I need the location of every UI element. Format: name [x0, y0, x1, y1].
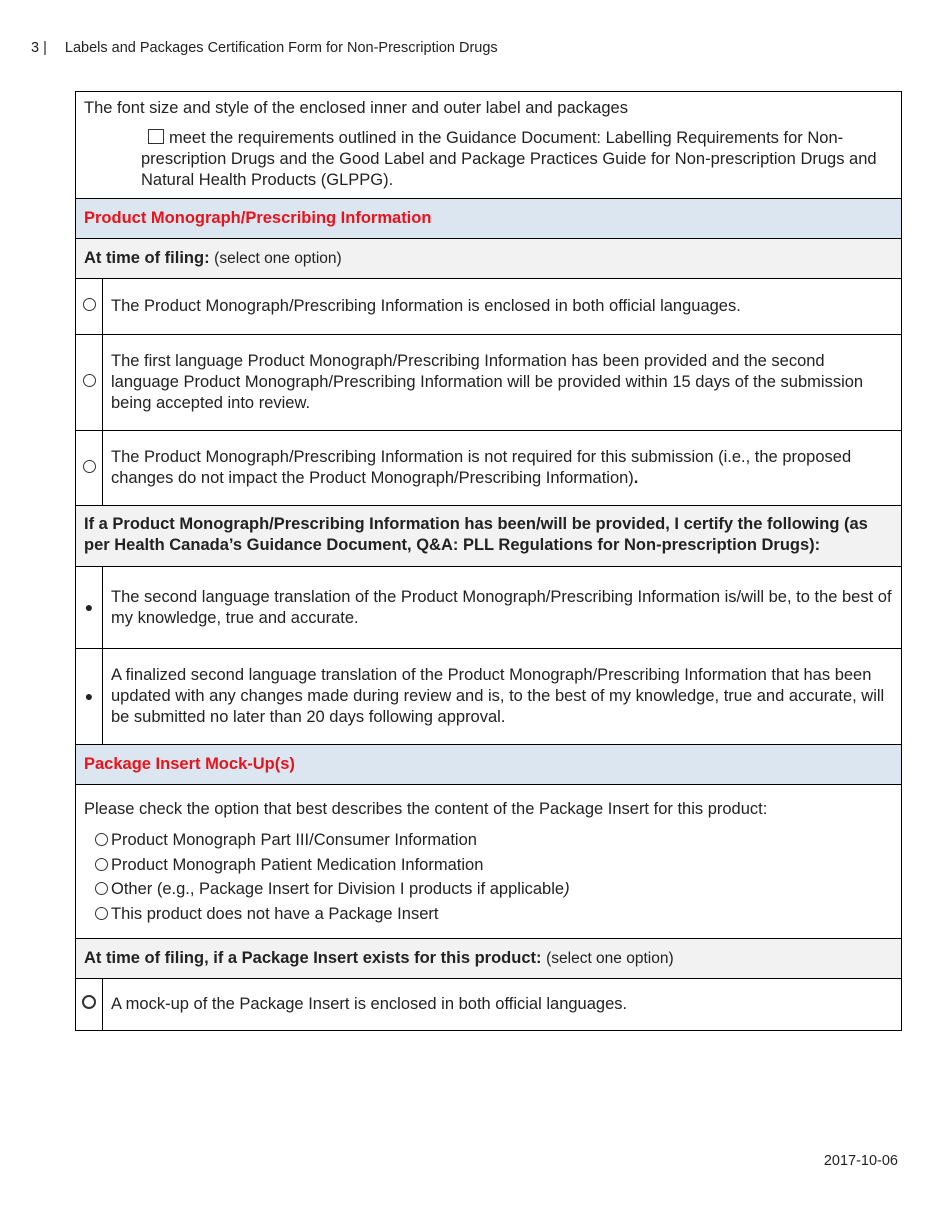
- choice-other-radio[interactable]: [95, 882, 108, 895]
- monograph-option-3-radio[interactable]: [83, 460, 96, 473]
- font-requirements-cell: [76, 92, 902, 199]
- page-header: [31, 40, 498, 56]
- package-insert-choice: [95, 828, 893, 853]
- monograph-option-marker-cell: [76, 279, 103, 335]
- monograph-option-row: [76, 279, 902, 335]
- bullet-cell: [76, 649, 103, 745]
- package-insert-filing-note: (select one option): [546, 950, 674, 967]
- package-insert-choice-list: [84, 828, 893, 926]
- certification-1-text: The second language translation of the Product Monograph/Prescribing Information is/will be, to the best of my knowledge, true and accurate.: [103, 567, 902, 649]
- certification-row: [76, 649, 902, 745]
- bullet-icon: ●: [84, 688, 94, 704]
- choice-consumer-info-radio[interactable]: [95, 833, 108, 846]
- certify-heading-row: [76, 506, 902, 567]
- choice-consumer-info-label: Product Monograph Part III/Consumer Information: [111, 831, 477, 849]
- font-checkbox-option: [84, 128, 893, 191]
- certification-2-text: A finalized second language translation of the Product Monograph/Prescribing Information that has been updated with any changes made during review and is, to the best of my knowledge, true and accurate, will be submitted no later than 20 days following approval.: [103, 649, 902, 745]
- choice-no-insert-label: This product does not have a Package Insert: [111, 904, 439, 923]
- package-insert-mockup-radio[interactable]: [82, 995, 96, 1009]
- font-requirements-checkbox[interactable]: [148, 129, 164, 144]
- font-requirements-row: [76, 92, 902, 199]
- package-insert-options-row: [76, 785, 902, 939]
- choice-patient-medication-label: Product Monograph Patient Medication Information: [111, 855, 484, 874]
- monograph-option-row: [76, 431, 902, 506]
- monograph-section-title: Product Monograph/Prescribing Information: [76, 199, 902, 239]
- package-insert-filing-heading: [76, 939, 902, 979]
- monograph-option-marker-cell: [76, 431, 103, 506]
- monograph-option-row: [76, 335, 902, 431]
- package-insert-filing-row: [76, 939, 902, 979]
- bullet-icon: ●: [84, 599, 94, 615]
- monograph-filing-note: (select one option): [214, 250, 342, 267]
- certification-row: [76, 567, 902, 649]
- bullet-cell: [76, 567, 103, 649]
- monograph-option-1-radio[interactable]: [83, 298, 96, 311]
- package-insert-filing-option-row: [76, 979, 902, 1031]
- certification-form-table: [75, 91, 902, 1031]
- form-date: 2017-10-06: [823, 1153, 898, 1169]
- monograph-option-3-text: The Product Monograph/Prescribing Information is not required for this submission (i.e., the proposed changes do not impact the Product Monograph/Prescribing Information): [111, 448, 852, 487]
- choice-other-label: Other (e.g., Package Insert for Division I products if applicable: [111, 880, 565, 898]
- choice-no-insert-radio[interactable]: [95, 907, 108, 920]
- monograph-filing-label: At time of filing:: [84, 249, 210, 267]
- font-intro-text: The font size and style of the enclosed inner and outer label and packages: [84, 99, 628, 117]
- monograph-option-3-period: .: [633, 469, 639, 487]
- page-number: 3 |: [31, 40, 47, 56]
- monograph-option-1-text: The Product Monograph/Prescribing Information is enclosed in both official languages.: [103, 279, 902, 335]
- monograph-option-2-text: The first language Product Monograph/Prescribing Information has been provided and the second language Product Monograph/Prescribing Information will be provided within 15 days of the submission being accepted into review.: [103, 335, 902, 431]
- package-insert-filing-label: At time of filing, if a Package Insert exists for this product:: [84, 949, 542, 967]
- package-insert-choice: [95, 853, 893, 878]
- monograph-filing-row: [76, 239, 902, 279]
- package-insert-filing-marker-cell: [76, 979, 103, 1031]
- monograph-option-2-radio[interactable]: [83, 374, 96, 387]
- choice-patient-medication-radio[interactable]: [95, 858, 108, 871]
- package-insert-options-cell: [76, 785, 902, 939]
- package-insert-section-title: Package Insert Mock-Up(s): [76, 745, 902, 785]
- choice-other-paren: ): [564, 880, 570, 898]
- monograph-section-header-row: [76, 199, 902, 239]
- package-insert-question: Please check the option that best describes the content of the Package Insert for this product:: [84, 800, 768, 818]
- monograph-filing-heading: [76, 239, 902, 279]
- form-title: Labels and Packages Certification Form for Non-Prescription Drugs: [64, 40, 498, 56]
- package-insert-choice: [95, 902, 893, 927]
- certify-heading: If a Product Monograph/Prescribing Information has been/will be provided, I certify the following (as per Health Canada’s Guidance Document, Q&A: PLL Regulations for Non-prescription Drugs):: [76, 506, 902, 567]
- font-checkbox-label: meet the requirements outlined in the Guidance Document: Labelling Requirements for Non-prescription Drugs and the Good Label and Package Practices Guide for Non-prescription Drugs and Natural Health Products (GLPPG).: [141, 129, 877, 189]
- package-insert-choice: [95, 877, 893, 902]
- package-insert-mockup-text: A mock-up of the Package Insert is enclosed in both official languages.: [103, 979, 902, 1031]
- monograph-option-marker-cell: [76, 335, 103, 431]
- package-insert-header-row: [76, 745, 902, 785]
- monograph-option-3-cell: [103, 431, 902, 506]
